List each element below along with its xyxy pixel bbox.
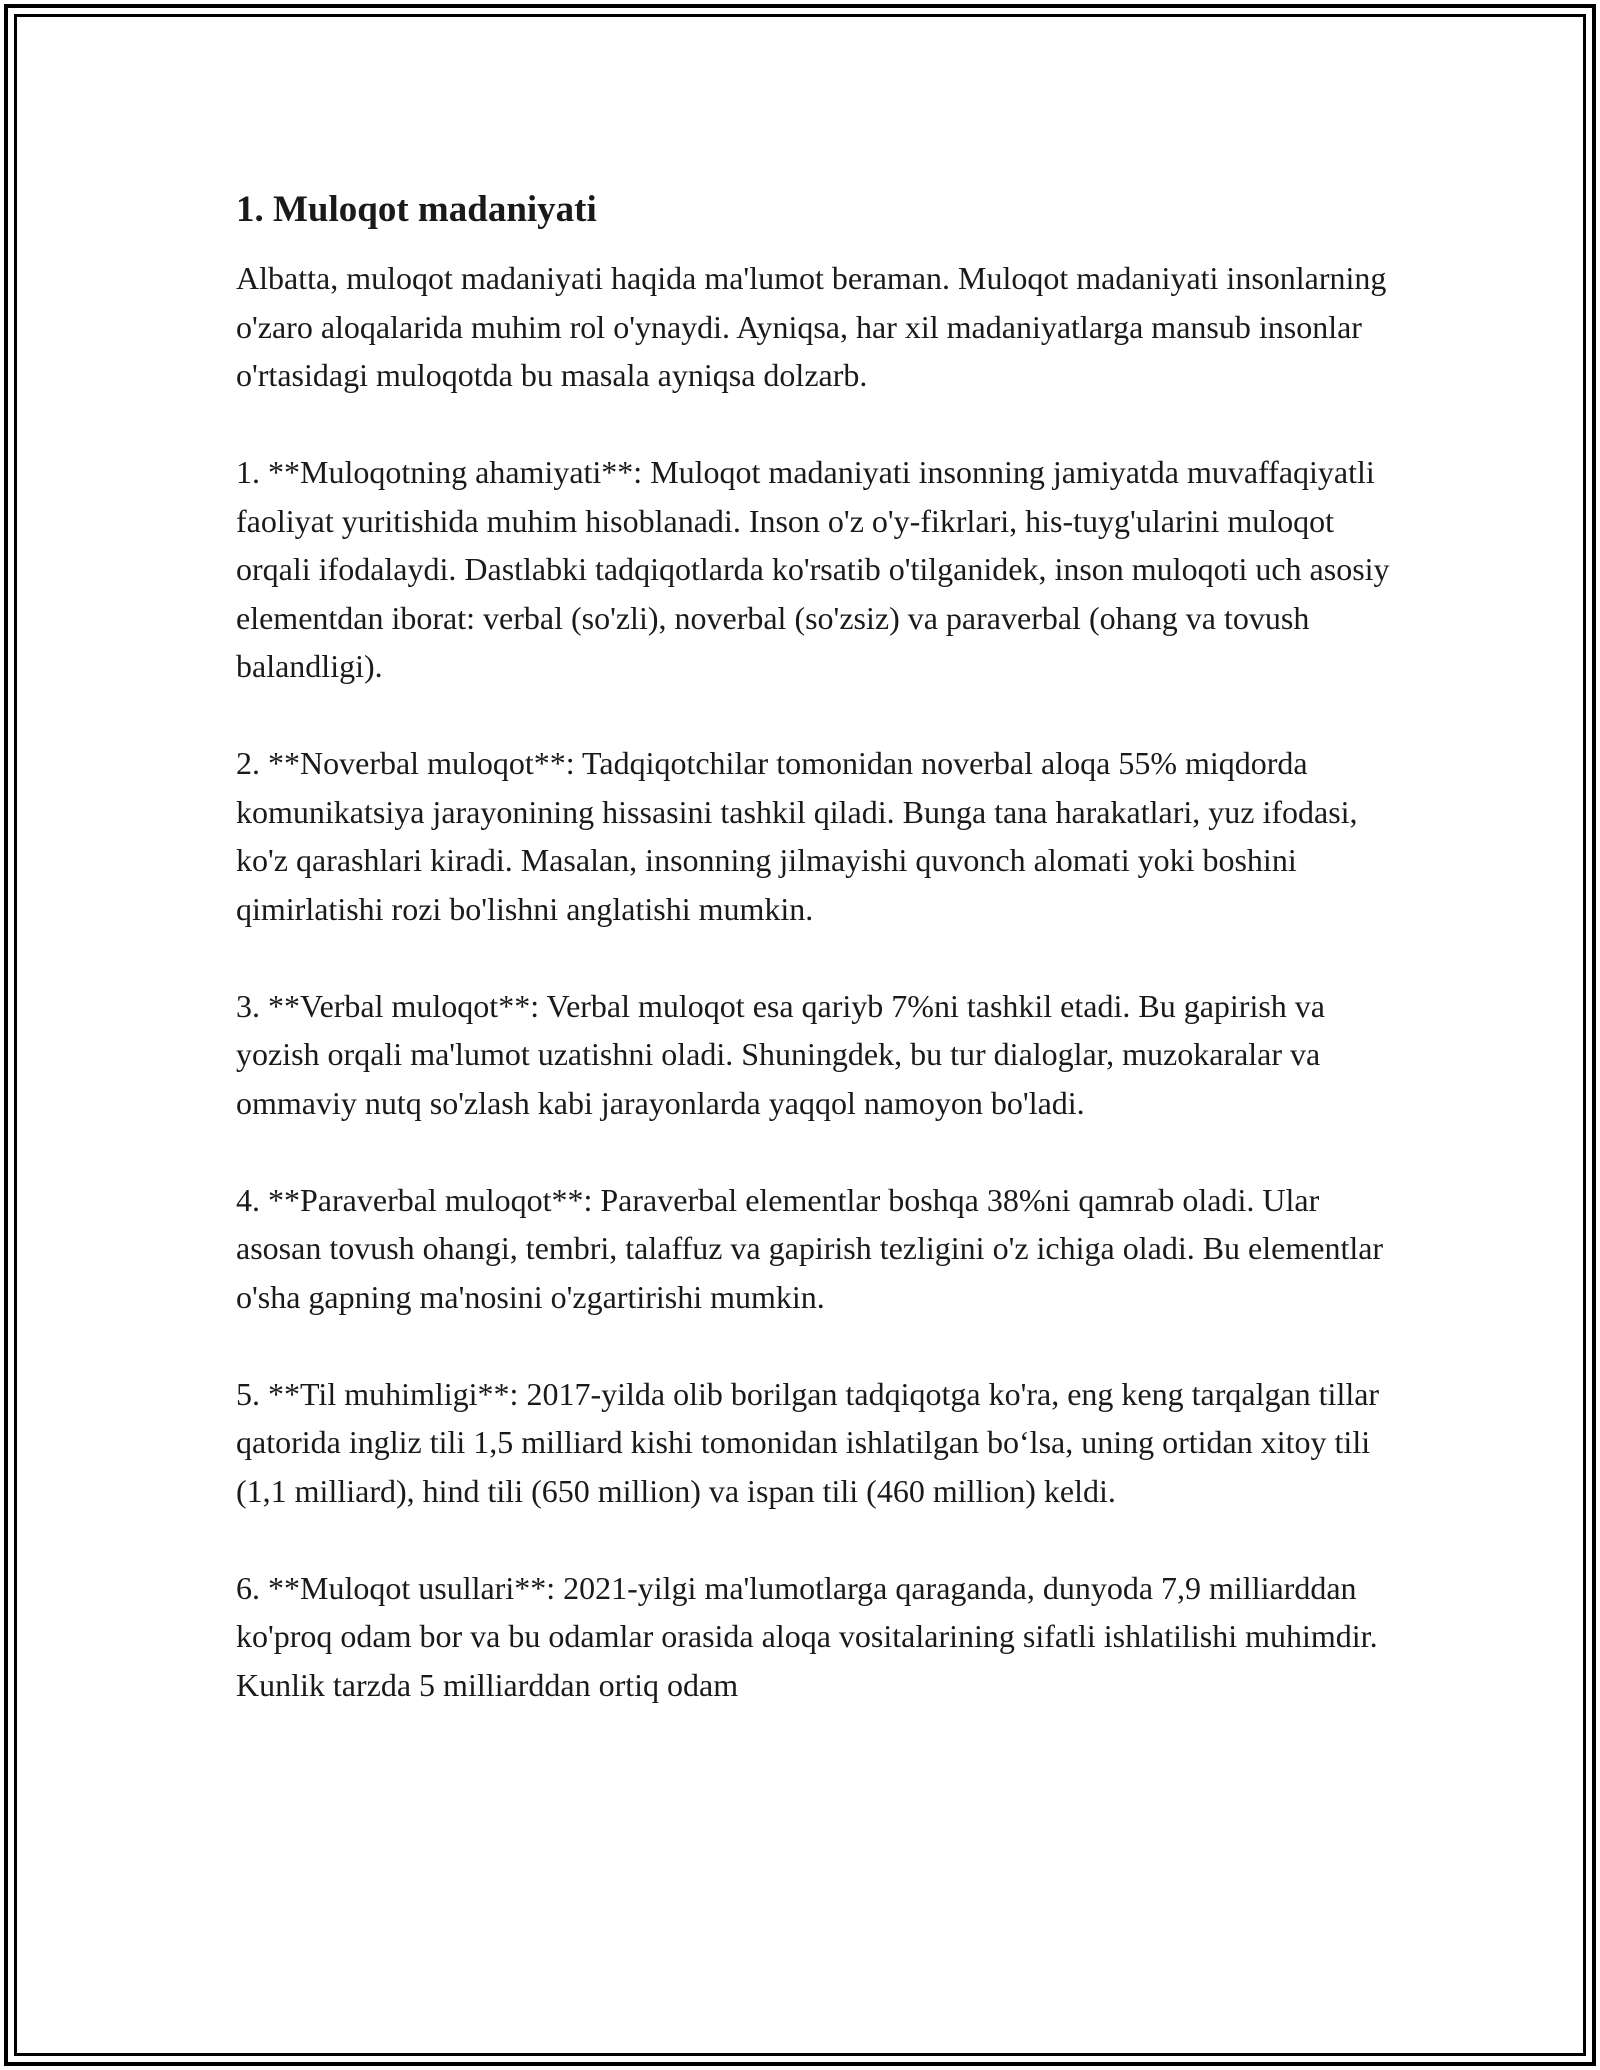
paragraph-item-5: 5. **Til muhimligi**: 2017-yilda olib borilgan tadqiqotga ko'ra, eng keng tarqalgan tillar qatorida ingliz tili 1,5 milliard kishi tomonidan ishlatilgan bo‘lsa, uning ortidan xitoy tili (1,1 milliard), hind tili (650 million) va ispan tili (460 million) keldi.: [236, 1375, 1380, 1509]
document-heading: 1. Muloqot madaniyati: [236, 189, 597, 230]
paragraph-item-6: 6. **Muloqot usullari**: 2021-yilgi ma'lumotlarga qaraganda, dunyoda 7,9 milliarddan ko'proq odam bor va bu odamlar orasida aloqa vositalarining sifatli ishlatilishi muhimdir. Kunlik tarzda 5 milliarddan ortiq odam: [236, 1569, 1378, 1703]
document-body: [236, 186, 1406, 1709]
paragraph-item-1: 1. **Muloqotning ahamiyati**: Muloqot madaniyati insonning jamiyatda muvaffaqiyatli faoliyat yuritishida muhim hisoblanadi. Inson o'z o'y-fikrlari, his-tuyg'ularini muloqot orqali ifodalaydi. Dastlabki tadqiqotlarda ko'rsatib o'tilganidek, inson muloqoti uch asosiy elementdan iborat: verbal (so'zli), noverbal (so'zsiz) va paraverbal (ohang va tovush balandligi).: [236, 454, 1390, 684]
paragraph-item-2: 2. **Noverbal muloqot**: Tadqiqotchilar tomonidan noverbal aloqa 55% miqdorda komunikatsiya jarayonining hissasini tashkil qiladi. Bunga tana harakatlari, yuz ifodasi, ko'z qarashlari kiradi. Masalan, insonning jilmayishi quvonch alomati yoki boshini qimirlatishi rozi bo'lishni anglatishi mumkin.: [236, 745, 1358, 927]
paragraph-item-3: 3. **Verbal muloqot**: Verbal muloqot esa qariyb 7%ni tashkil etadi. Bu gapirish va yozish orqali ma'lumot uzatishni oladi. Shuningdek, bu tur dialoglar, muzokaralar va ommaviy nutq so'zlash kabi jarayonlarda yaqqol namoyon bo'ladi.: [236, 987, 1325, 1121]
paragraph-intro: Albatta, muloqot madaniyati haqida ma'lumot beraman. Muloqot madaniyati insonlarning o'zaro aloqalarida muhim rol o'ynaydi. Ayniqsa, har xil madaniyatlarga mansub insonlar o'rtasidagi muloqotda bu masala ayniqsa dolzarb.: [236, 260, 1387, 393]
paragraph-item-4: 4. **Paraverbal muloqot**: Paraverbal elementlar boshqa 38%ni qamrab oladi. Ular asosan tovush ohangi, tembri, talaffuz va gapirish tezligini o'z ichiga oladi. Bu elementlar o'sha gapning ma'nosini o'zgartirishi mumkin.: [236, 1181, 1384, 1315]
